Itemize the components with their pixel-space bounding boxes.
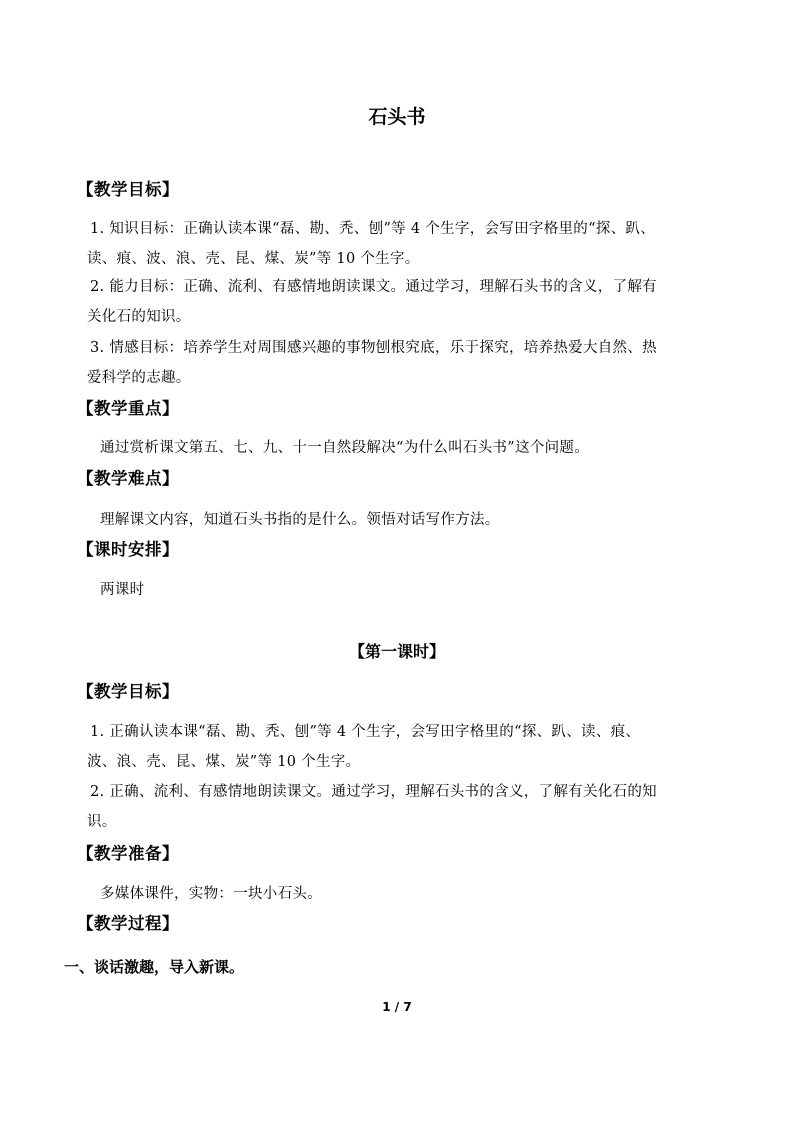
page-number: 1 / 7 (382, 1000, 412, 1014)
goal-item-1 (87, 214, 730, 274)
lesson-one-goal-1-line-1: 1. 正确认读本课“磊、勘、秃、刨”等 4 个生字，会写田字格里的“探、趴、读、痕、 (90, 724, 641, 740)
goal-item-3 (87, 333, 730, 393)
document-title: 石头书 (368, 106, 426, 128)
goal-1-line-2: 读、痕、波、浪、壳、昆、煤、炭”等 10 个生字。 (87, 251, 420, 267)
difficulties-text: 理解课文内容，知道石头书指的是什么。领悟对话写作方法。 (100, 512, 500, 528)
lesson-one-goal-1 (87, 717, 730, 777)
lesson-one-goals-heading: 【教学目标】 (77, 682, 179, 701)
lesson-one-goal-2-line-1: 2. 正确、流利、有感情地朗读课文。通过学习，理解石头书的含义，了解有关化石的知 (90, 784, 657, 800)
schedule-heading: 【课时安排】 (77, 540, 179, 559)
lesson-one-heading: 【第一课时】 (348, 642, 445, 661)
goal-2-line-2: 关化石的知识。 (87, 309, 191, 325)
teaching-goals-heading: 【教学目标】 (77, 180, 179, 199)
difficulties-heading: 【教学难点】 (77, 469, 179, 488)
process-heading: 【教学过程】 (77, 914, 179, 933)
key-points-text: 通过赏析课文第五、七、九、十一自然段解决“为什么叫石头书”这个问题。 (100, 440, 590, 456)
preparation-heading: 【教学准备】 (77, 844, 179, 863)
key-points-heading: 【教学重点】 (77, 399, 179, 418)
goal-1-line-1: 1. 知识目标：正确认读本课“磊、勘、秃、刨”等 4 个生字，会写田字格里的“探、趴、 (90, 221, 656, 237)
goal-item-2 (87, 272, 730, 332)
lesson-one-goal-2 (87, 777, 730, 837)
goal-2-line-1: 2. 能力目标：正确、流利、有感情地朗读课文。通过学习，理解石头书的含义，了解有 (90, 279, 657, 295)
goal-3-line-2: 爱科学的志趣。 (87, 370, 191, 386)
goal-3-line-1: 3. 情感目标：培养学生对周围感兴趣的事物刨根究底，乐于探究，培养热爱大自然、热 (90, 340, 657, 356)
process-step-1: 一、谈话激趣，导入新课。 (64, 958, 245, 976)
lesson-one-goal-1-line-2: 波、浪、壳、昆、煤、炭”等 10 个生字。 (87, 754, 361, 770)
lesson-one-goal-2-line-2: 识。 (87, 814, 117, 830)
preparation-text: 多媒体课件，实物：一块小石头。 (100, 886, 322, 902)
schedule-text: 两课时 (100, 582, 145, 598)
